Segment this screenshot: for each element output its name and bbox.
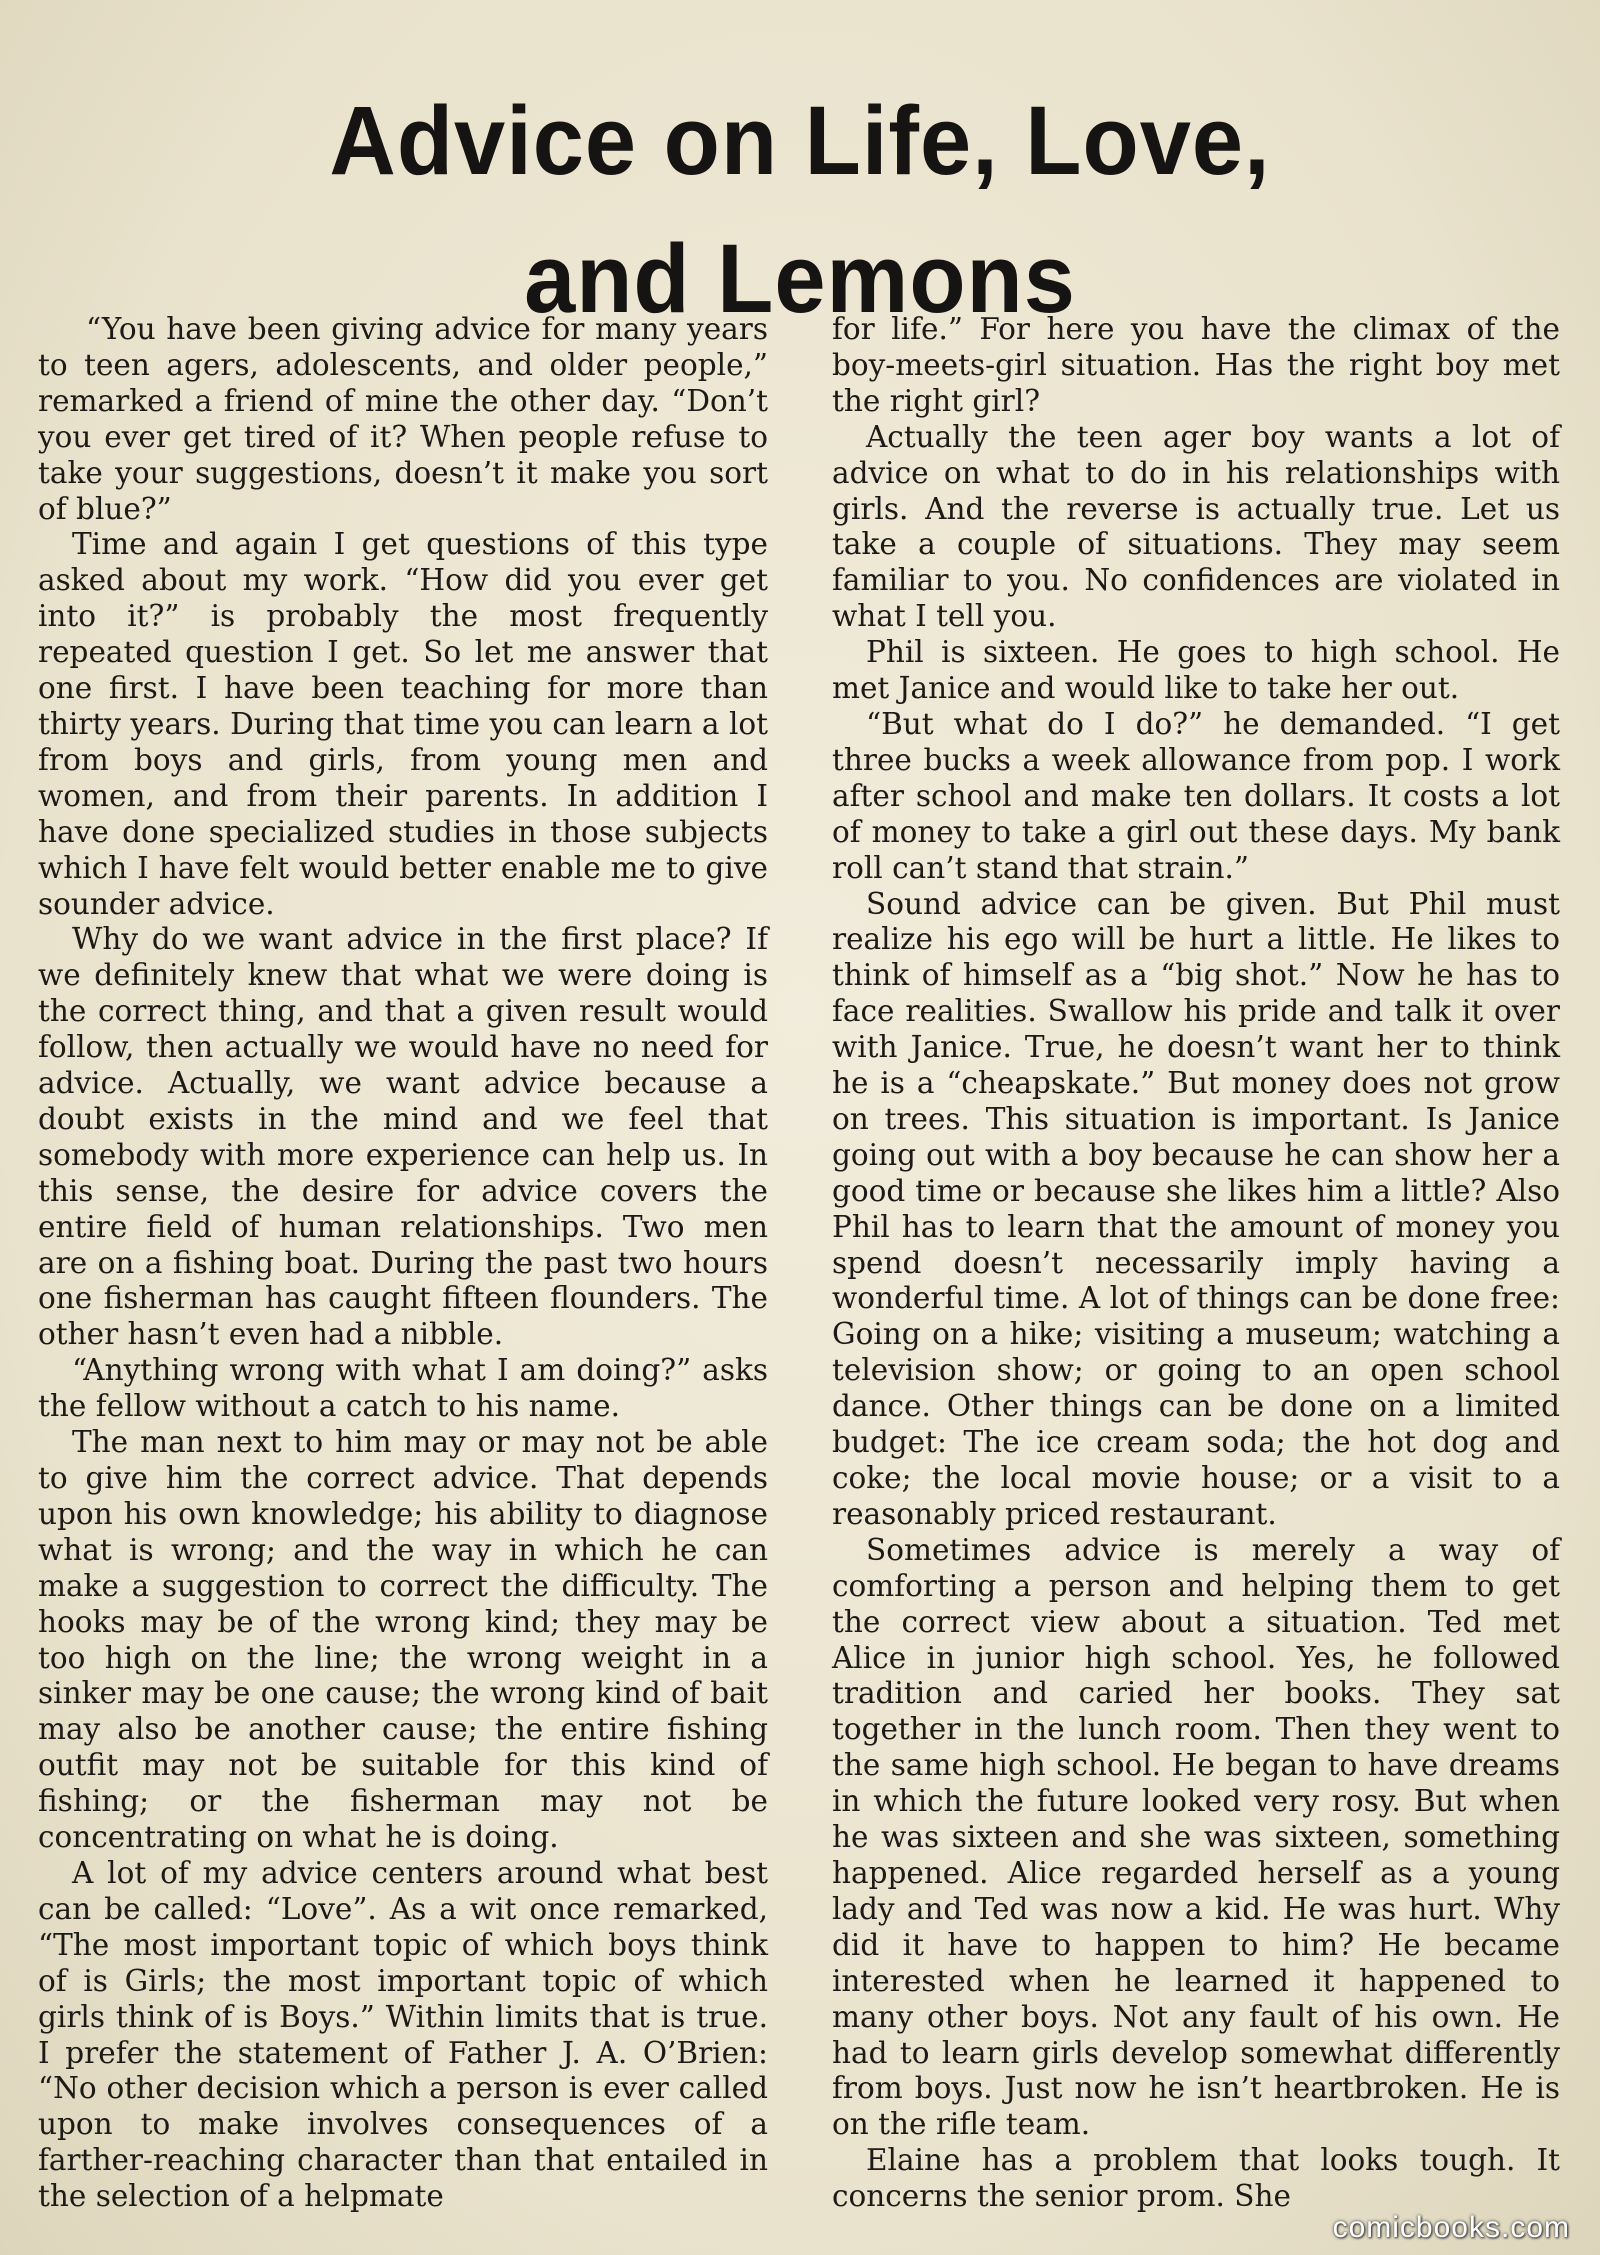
right-column [832, 312, 1560, 2215]
paragraph: Sometimes advice is merely a way of comforting a person and helping them to get the correct view about a situation. Ted met Alice in junior high school. Yes, he followed tradition and caried her books. They sat together in the lunch room. Then they went to the same high school. He began to have dreams in which the future looked very rosy. But when he was sixteen and she was sixteen, something happened. Alice regarded herself as a young lady and Ted was now a kid. He was hurt. Why did it have to happen to him? He became interested when he learned it happened to many other boys. Not any fault of his own. He had to learn girls develop somewhat differently from boys. Just now he isn’t heartbroken. He is on the rifle team. [832, 1532, 1560, 2142]
paragraph: The man next to him may or may not be able to give him the correct advice. That depends upon his own knowledge; his ability to diagnose what is wrong; and the way in which he can make a suggestion to correct the difficulty. The hooks may be of the wrong kind; they may be too high on the line; the wrong weight in a sinker may be one cause; the wrong kind of bait may also be another cause; the entire fishing outfit may not be suitable for this kind of fishing; or the fisherman may not be concentrating on what he is doing. [38, 1425, 768, 1855]
title-line-2: and Lemons [524, 224, 1076, 333]
paragraph: “But what do I do?” he demanded. “I get three bucks a week allowance from pop. I work after school and make ten dollars. It costs a lot of money to take a girl out these days. My bank roll can’t stand that strain.” [832, 706, 1560, 885]
paragraph: “You have been giving advice for many years to teen agers, adolescents, and older people,” remarked a friend of mine the other day. “Don’t you ever get tired of it? When people refuse to take your suggestions, doesn’t it make you sort of blue?” [38, 312, 768, 526]
paragraph: Phil is sixteen. He goes to high school. He met Janice and would like to take her out. [832, 635, 1560, 706]
paragraph: for life.” For here you have the climax of the boy-meets-girl situation. Has the right boy met the right girl? [832, 312, 1560, 418]
article-title [0, 72, 1600, 348]
paragraph: Actually the teen ager boy wants a lot of advice on what to do in his relationships with girls. And the reverse is actually true. Let us take a couple of situations. They may seem familiar to you. No confidences are violated in what I tell you. [832, 419, 1560, 634]
paragraph: Sound advice can be given. But Phil must realize his ego will be hurt a little. He likes to think of himself as a “big shot.” Now he has to face realities. Swallow his pride and talk it over with Janice. True, he doesn’t want her to think he is a “cheapskate.” But money does not grow on trees. This situation is important. Is Janice going out with a boy because he can show her a good time or because she likes him a little? Also Phil has to learn that the amount of money you spend doesn’t necessarily imply having a wonderful time. A lot of things can be done free: Going on a hike; visiting a museum; watching a television show; or going to an open school dance. Other things can be done on a limited budget: The ice cream soda; the hot dog and coke; the local movie house; or a visit to a reasonably priced restaurant. [832, 886, 1560, 1531]
paragraph: Time and again I get questions of this type asked about my work. “How did you ever get into it?” is probably the most frequently repeated question I get. So let me answer that one first. I have been teaching for more than thirty years. During that time you can learn a lot from boys and girls, from young men and women, and from their parents. In addition I have done specialized studies in those subjects which I have felt would better enable me to give sounder advice. [38, 527, 768, 921]
paragraph: Why do we want advice in the first place? If we definitely knew that what we were doing is the correct thing, and that a given result would follow, then actually we would have no need for advice. Actually, we want advice because a doubt exists in the mind and we feel that somebody with more experience can help us. In this sense, the desire for advice covers the entire field of human relationships. Two men are on a fishing boat. During the past two hours one fisherman has caught fifteen flounders. The other hasn’t even had a nibble. [38, 922, 768, 1352]
paragraph: “Anything wrong with what I am doing?” asks the fellow without a catch to his name. [38, 1353, 768, 1424]
site-watermark: comicbooks.com [1332, 2211, 1570, 2244]
paragraph: A lot of my advice centers around what best can be called: “Love”. As a wit once remarked, “The most important topic of which boys think of is Girls; the most important topic of which girls think of is Boys.” Within limits that is true. I prefer the statement of Father J. A. O’Brien: “No other decision which a person is ever called upon to make involves consequences of a farther-reaching character than that entailed in the selection of a helpmate [38, 1855, 768, 2214]
left-column [38, 312, 768, 2215]
title-line-1: Advice on Life, Love, [329, 86, 1271, 195]
paragraph: Elaine has a problem that looks tough. It concerns the senior prom. She [832, 2143, 1560, 2214]
